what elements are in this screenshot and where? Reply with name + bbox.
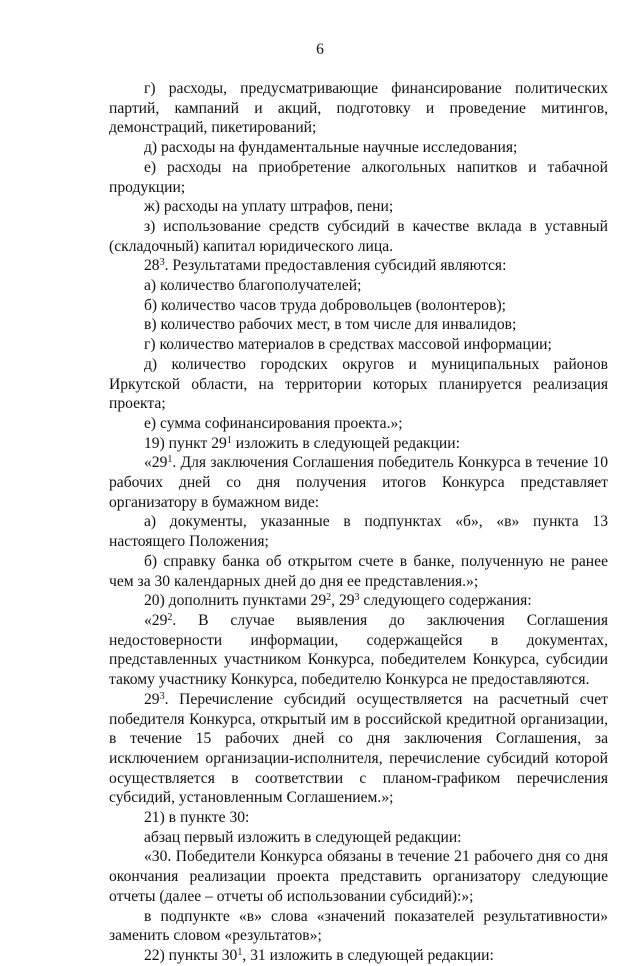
paragraph: [109, 79, 608, 138]
paragraph-text: . Результатами предоставления субсидий являются:: [164, 257, 507, 275]
superscript: 1: [237, 946, 243, 958]
paragraph-text: е) расходы на приобретение алкогольных напитков и табачной продукции;: [109, 158, 608, 196]
document-body: [109, 79, 608, 966]
paragraph: [109, 296, 608, 316]
paragraph-text: д) количество городских округов и муниципальных районов Иркутской области, на территории которых планируется реализация проекта;: [109, 355, 608, 413]
superscript: 2: [326, 592, 332, 604]
paragraph-text: . Для заключения Соглашения победитель Конкурса в течение 10 рабочих дней со дня получения итогов Конкурса представляет организатору в бумажном виде:: [109, 454, 608, 511]
paragraph-text: ж) расходы на уплату штрафов, пени;: [144, 198, 394, 216]
paragraph: [109, 552, 608, 591]
paragraph: [109, 414, 608, 434]
paragraph-text: г) количество материалов в средствах массовой информации;: [144, 336, 552, 354]
paragraph-text: 20) дополнить пунктами 29: [144, 592, 327, 610]
paragraph-text: г) расходы, предусматривающие финансирование политических партий, кампаний и акций, подготовку и проведение митингов, демонстраций, пикетирований;: [109, 80, 608, 137]
paragraph: [109, 335, 608, 355]
paragraph: [109, 808, 608, 828]
paragraph: [109, 591, 608, 611]
paragraph-text: 28: [144, 257, 160, 275]
paragraph-text: «29: [144, 454, 168, 472]
paragraph: [109, 453, 608, 512]
paragraph: [109, 690, 608, 808]
paragraph-text: 21) в пункте 30:: [144, 809, 250, 827]
paragraph-text: в) количество рабочих мест, в том числе для инвалидов;: [144, 316, 517, 334]
paragraph-text: «29: [144, 611, 168, 629]
paragraph: [109, 158, 608, 197]
superscript: 2: [167, 611, 173, 623]
paragraph: [109, 907, 608, 946]
paragraph: [109, 434, 608, 454]
paragraph-text: а) количество благополучателей;: [144, 277, 362, 295]
paragraph: [109, 197, 608, 217]
superscript: 3: [354, 592, 360, 604]
paragraph: [109, 512, 608, 551]
paragraph-text: 22) пункты 30: [144, 946, 238, 964]
paragraph: [109, 256, 608, 276]
paragraph-text: , 31 изложить в следующей редакции:: [242, 946, 494, 964]
paragraph-text: з) использование средств субсидий в качестве вклада в уставный (складочный) капитал юридического лица.: [109, 217, 608, 255]
paragraph-text: б) количество часов труда добровольцев (волонтеров);: [144, 296, 506, 314]
paragraph: [109, 611, 608, 690]
paragraph-text: следующего содержания:: [359, 592, 532, 610]
paragraph-text: «30. Победители Конкурса обязаны в течение 21 рабочего дня со дня окончания реализации проекта представить организатору следующие отчеты (далее – отчеты об использовании субсидий):»;: [109, 848, 608, 905]
paragraph: [109, 138, 608, 158]
paragraph: [109, 276, 608, 296]
paragraph: [109, 217, 608, 256]
paragraph-text: а) документы, указанные в подпунктах «б», «в» пункта 13 настоящего Положения;: [109, 513, 608, 551]
paragraph-text: д) расходы на фундаментальные научные исследования;: [144, 139, 518, 157]
paragraph: [109, 946, 608, 966]
paragraph-text: 29: [144, 690, 160, 708]
superscript: 1: [167, 454, 173, 466]
superscript: 3: [159, 257, 165, 269]
superscript: 3: [159, 690, 165, 702]
paragraph: [109, 847, 608, 906]
paragraph-text: , 29: [331, 592, 355, 610]
page-number: 6: [316, 41, 324, 58]
superscript: 1: [226, 434, 232, 446]
paragraph-text: изложить в следующей редакции:: [231, 434, 460, 452]
paragraph-text: б) справку банка об открытом счете в банке, полученную не ранее чем за 30 календарных дней до дня ее представления.»;: [109, 552, 608, 590]
paragraph-text: . В случае выявления до заключения Соглашения недостоверности информации, содержащейся в документах, представленных участником Конкурса, победителем Конкурса, субсидии такому участнику Конкурса, победителю Конкурса не предоставляются.: [109, 611, 608, 689]
paragraph-text: 19) пункт 29: [144, 434, 227, 452]
paragraph-text: е) сумма софинансирования проекта.»;: [144, 414, 403, 432]
paragraph-text: абзац первый изложить в следующей редакции:: [144, 828, 462, 846]
paragraph: [109, 828, 608, 848]
paragraph: [109, 315, 608, 335]
paragraph-text: . Перечисление субсидий осуществляется на расчетный счет победителя Конкурса, открытый им в российской кредитной организации, в течение 15 рабочих дней со дня заключения Соглашения, за исключением организации-исполнителя, перечисление субсидий которой осуществляется в соответствии с планом-графиком перечисления субсидий, установленным Соглашением.»;: [109, 690, 608, 807]
paragraph: [109, 355, 608, 414]
paragraph-text: в подпункте «в» слова «значений показателей результативности» заменить словом «результатов»;: [109, 907, 608, 945]
